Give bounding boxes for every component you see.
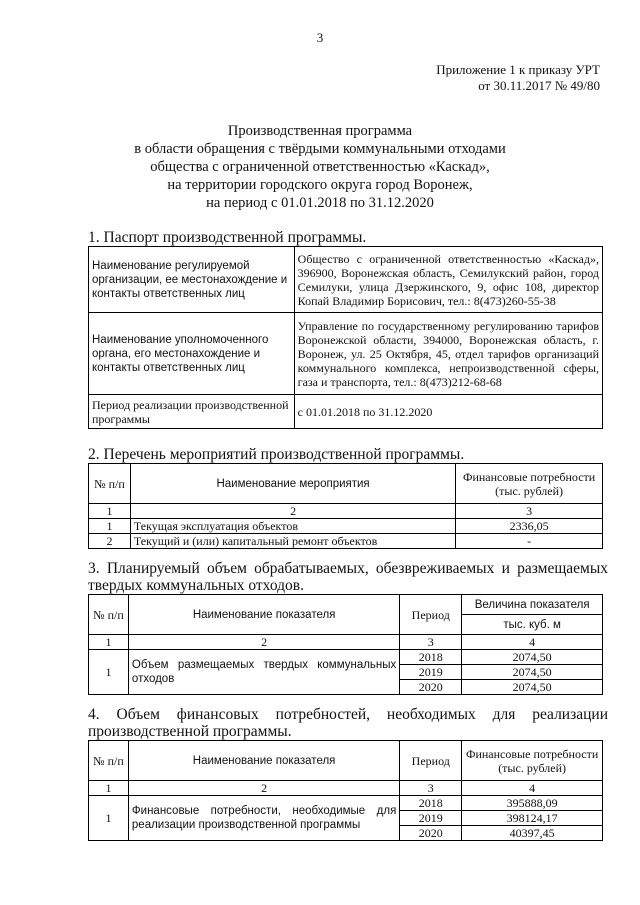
index-cell: 1 — [89, 635, 129, 650]
column-header-name: Наименование мероприятия — [130, 464, 455, 504]
column-header-value: Финансовые потребности (тыс. рублей) — [462, 741, 603, 781]
page-number: 3 — [316, 30, 324, 45]
period-year: 2019 — [400, 811, 462, 826]
column-header-number: № п/п — [89, 464, 131, 504]
document-title — [0, 122, 640, 212]
column-header-name: Наименование показателя — [128, 595, 399, 635]
period-year: 2020 — [400, 680, 462, 695]
table-index-row — [89, 504, 603, 519]
passport-table — [88, 246, 603, 429]
column-header-name: Наименование показателя — [128, 741, 399, 781]
index-cell: 2 — [128, 635, 399, 650]
title-line-5: на период с 01.01.2018 по 31.12.2020 — [206, 195, 434, 211]
section-3-heading: 3. Планируемый объем обрабатываемых, обезвреживаемых и размещаемых твердых коммунальных отходов. — [88, 560, 608, 594]
column-header-period: Период — [400, 595, 462, 635]
column-header-number: № п/п — [89, 741, 129, 781]
title-line-4: на территории городского округа город Воронеж, — [167, 177, 473, 193]
financial-needs-table — [88, 740, 603, 841]
period-year: 2018 — [400, 796, 462, 811]
table-row — [89, 313, 603, 395]
row-number: 2 — [89, 534, 131, 549]
column-header-unit: тыс. куб. м — [462, 615, 603, 635]
passport-label: Наименование регулируемой организации, ее местонахождение и контакты ответственных лиц — [89, 247, 295, 313]
column-header-period: Период — [400, 741, 462, 781]
activity-name: Текущая эксплуатация объектов — [130, 519, 455, 534]
table-header-row — [89, 464, 603, 504]
index-cell: 4 — [462, 781, 603, 796]
index-cell: 2 — [128, 781, 399, 796]
activities-table — [88, 463, 603, 549]
passport-label: Наименование уполномоченного органа, его местонахождение и контакты ответственных лиц — [89, 313, 295, 395]
section-2-heading: 2. Перечень мероприятий производственной программы. — [88, 446, 465, 463]
passport-value: Общество с ограниченной ответственностью «Каскад», 396900, Воронежская область, Семилукский район, город Семилуки, улица Дзержинского, 9, офис 108, директор Копай Владимир Борисович, тел.: 8(473)260-55-38 — [294, 247, 602, 313]
table-row — [89, 796, 603, 811]
column-header-number: № п/п — [89, 595, 129, 635]
index-cell: 3 — [400, 635, 462, 650]
index-cell: 2 — [130, 504, 455, 519]
period-value: 40397,45 — [462, 826, 603, 841]
section-4-heading: 4. Объем финансовых потребностей, необходимых для реализации производственной программы. — [88, 706, 608, 740]
title-line-2: в области обращения с твёрдыми коммунальными отходами — [134, 141, 506, 157]
period-year: 2019 — [400, 665, 462, 680]
column-header-value: Величина показателя — [462, 595, 603, 615]
row-number: 1 — [89, 650, 129, 695]
activity-value: 2336,05 — [456, 519, 603, 534]
period-value: 2074,50 — [462, 680, 603, 695]
period-year: 2020 — [400, 826, 462, 841]
row-number: 1 — [89, 796, 129, 841]
table-header-row — [89, 741, 603, 781]
passport-label: Период реализации производственной программы — [89, 395, 295, 429]
title-line-1: Производственная программа — [227, 123, 413, 139]
row-number: 1 — [89, 519, 131, 534]
table-row — [89, 650, 603, 665]
index-cell: 3 — [456, 504, 603, 519]
table-header-row — [89, 595, 603, 615]
waste-volume-table — [88, 594, 603, 695]
index-cell: 1 — [89, 504, 131, 519]
table-row — [89, 534, 603, 549]
table-index-row — [89, 781, 603, 796]
index-cell: 1 — [89, 781, 129, 796]
appendix-line-1: Приложение 1 к приказу УРТ — [436, 62, 600, 77]
index-cell: 4 — [462, 635, 603, 650]
table-row — [89, 519, 603, 534]
indicator-name: Финансовые потребности, необходимые для реализации производственной программы — [128, 796, 399, 841]
period-year: 2018 — [400, 650, 462, 665]
period-value: 398124,17 — [462, 811, 603, 826]
period-value: 2074,50 — [462, 650, 603, 665]
period-value: 395888,09 — [462, 796, 603, 811]
activity-value: - — [456, 534, 603, 549]
passport-value: с 01.01.2018 по 31.12.2020 — [294, 395, 602, 429]
index-cell: 3 — [400, 781, 462, 796]
table-index-row — [89, 635, 603, 650]
activity-name: Текущий и (или) капитальный ремонт объектов — [130, 534, 455, 549]
appendix-line-2: от 30.11.2017 № 49/80 — [478, 78, 600, 93]
section-1-heading: 1. Паспорт производственной программы. — [88, 229, 367, 246]
appendix-reference — [436, 62, 600, 94]
table-row — [89, 247, 603, 313]
table-row — [89, 395, 603, 429]
column-header-finance: Финансовые потребности (тыс. рублей) — [456, 464, 603, 504]
passport-value: Управление по государственному регулированию тарифов Воронежской области, 394000, Воронежская область, г. Воронеж, ул. 25 Октября, 45, отдел тарифов организаций коммунального комплекса, непроизводственной сферы, газа и транспорта, тел.: 8(473)212-68-68 — [294, 313, 602, 395]
title-line-3: общества с ограниченной ответственностью «Каскад», — [150, 159, 490, 175]
period-value: 2074,50 — [462, 665, 603, 680]
indicator-name: Объем размещаемых твердых коммунальных отходов — [128, 650, 399, 695]
